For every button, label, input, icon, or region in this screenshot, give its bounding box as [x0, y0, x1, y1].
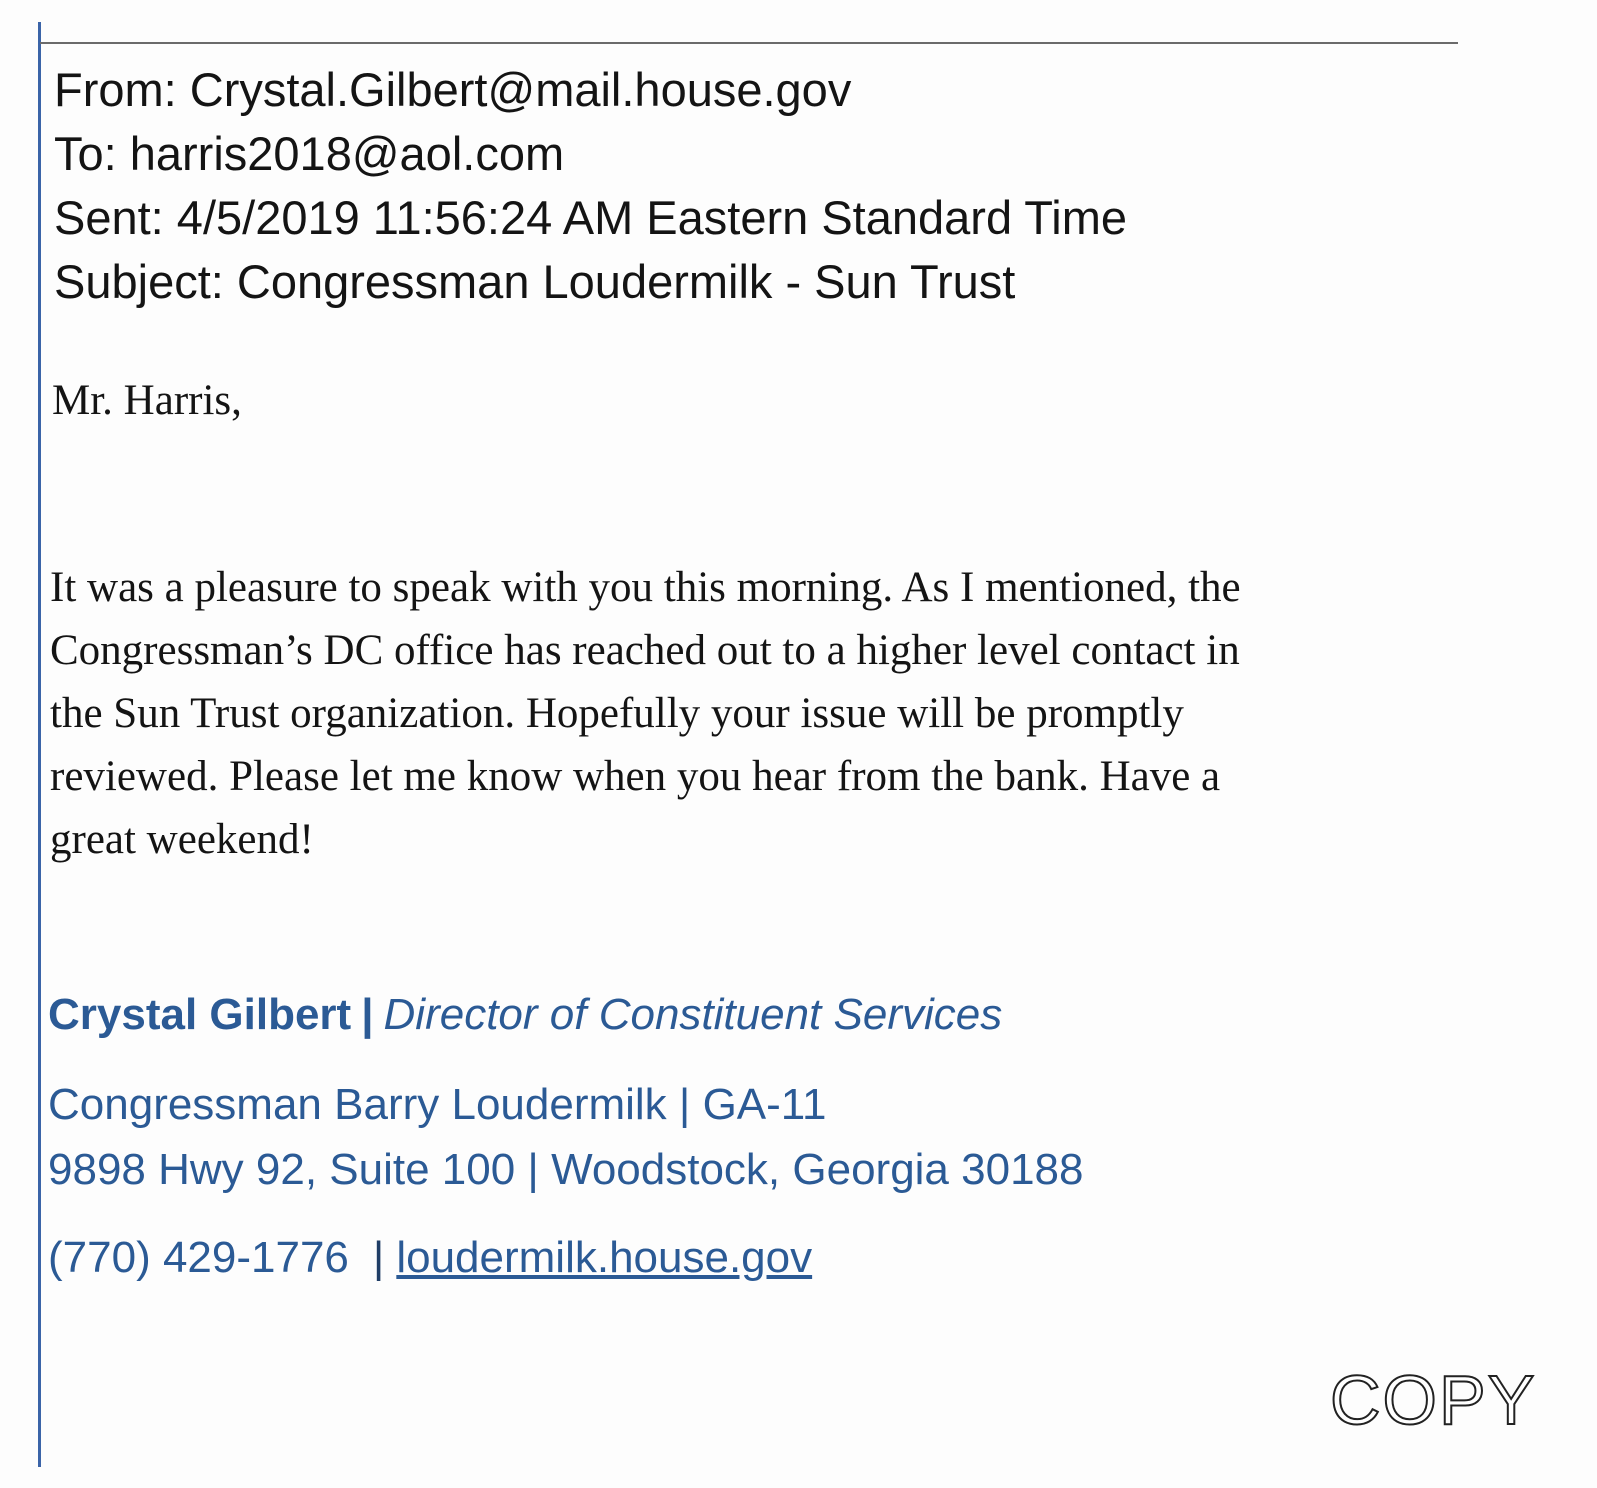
- signature-office: Congressman Barry Loudermilk | GA-11: [48, 1080, 827, 1129]
- website-link[interactable]: loudermilk.house.gov: [396, 1233, 813, 1282]
- email-header: [54, 58, 1127, 314]
- sent-line: Sent: 4/5/2019 11:56:24 AM Eastern Standard Time: [54, 191, 1127, 244]
- message-body: [50, 556, 1450, 871]
- signature-address: 9898 Hwy 92, Suite 100 | Woodstock, Georgia 30188: [48, 1145, 1084, 1194]
- left-border-rule: [38, 22, 41, 1467]
- signature-contact: [48, 1233, 812, 1283]
- to-line: To: harris2018@aol.com: [54, 127, 565, 180]
- from-line: From: Crystal.Gilbert@mail.house.gov: [54, 63, 852, 116]
- subject-line: Subject: Congressman Loudermilk - Sun Trust: [54, 255, 1016, 308]
- signature-title: Director of Constituent Services: [383, 990, 1003, 1039]
- greeting: Mr. Harris,: [52, 377, 242, 424]
- body-line: the Sun Trust organization. Hopefully your issue will be promptly: [50, 690, 1184, 737]
- signature-separator: |: [361, 990, 374, 1039]
- body-line: Congressman’s DC office has reached out to a higher level contact in: [50, 627, 1240, 674]
- body-line: It was a pleasure to speak with you this morning. As I mentioned, the: [50, 564, 1241, 611]
- copy-stamp: COPY: [1330, 1361, 1537, 1439]
- signature-phone: (770) 429-1776: [48, 1233, 349, 1282]
- body-line: great weekend!: [50, 816, 314, 863]
- top-divider: [40, 42, 1458, 44]
- signature-name-row: [48, 990, 1002, 1040]
- signature-name: Crystal Gilbert: [48, 990, 352, 1039]
- contact-separator: |: [372, 1233, 385, 1282]
- body-line: reviewed. Please let me know when you hear from the bank. Have a: [50, 753, 1221, 800]
